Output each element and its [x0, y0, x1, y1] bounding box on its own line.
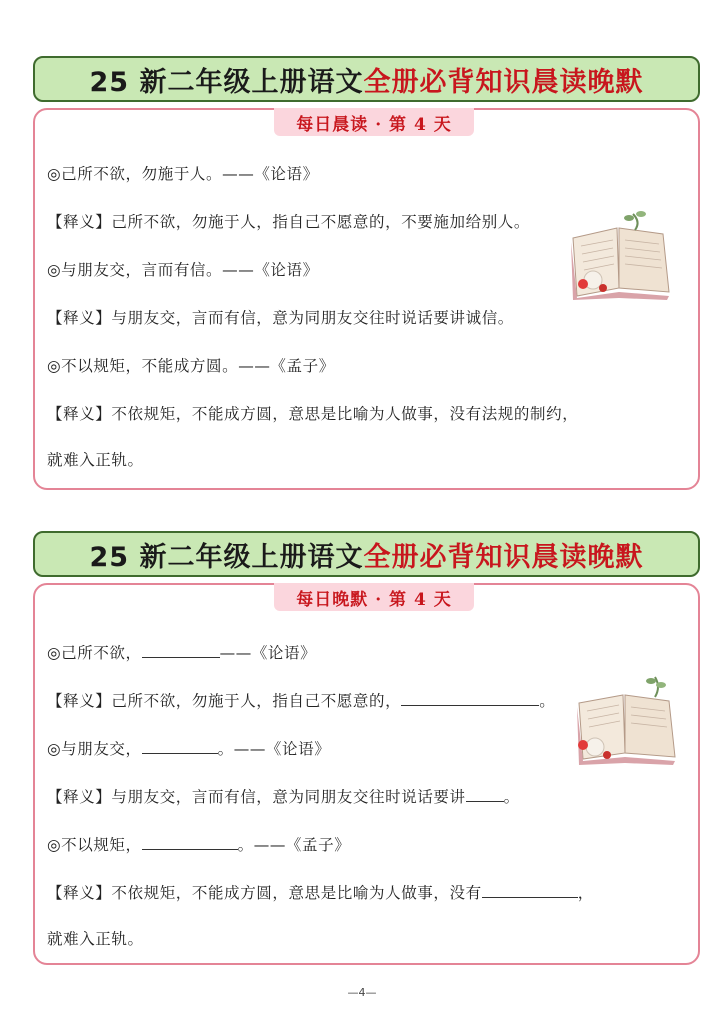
- top-line-2: 【释义】己所不欲，勿施于人，指自己不愿意的，不要施加给别人。: [47, 213, 531, 231]
- bottom-banner-title: 25 新二年级上册语文: [89, 541, 364, 573]
- bottom-line-4: [47, 785, 520, 807]
- open-book-illustration: [563, 208, 675, 300]
- bottom-line-6-start: 【释义】不依规矩，不能成方圆，意思是比喻为人做事，没有: [47, 884, 482, 902]
- top-banner-subtitle: 全册必背知识晨读晚默: [363, 66, 644, 98]
- fill-blank-2[interactable]: [401, 691, 539, 706]
- fill-blank-3[interactable]: [142, 739, 218, 754]
- top-line-1: ◎己所不欲，勿施于人。——《论语》: [47, 165, 319, 183]
- bottom-line-7: 就难入正轨。: [47, 930, 144, 948]
- bottom-line-1-end: ——《论语》: [219, 644, 317, 662]
- top-banner-title: 25 新二年级上册语文: [89, 66, 364, 98]
- top-card: [33, 108, 700, 490]
- bottom-banner-subtitle: 全册必背知识晨读晚默: [363, 541, 644, 573]
- fill-blank-6[interactable]: [482, 883, 578, 898]
- top-line-6: 【释义】不依规矩，不能成方圆，意思是比喻为人做事，没有法规的制约，: [47, 405, 579, 423]
- bottom-line-5-start: ◎不以规矩，: [47, 836, 142, 854]
- top-line-4: 【释义】与朋友交，言而有信，意为同朋友交往时说话要讲诚信。: [47, 309, 514, 327]
- top-line-3: ◎与朋友交，言而有信。——《论语》: [47, 261, 319, 279]
- bottom-line-4-start: 【释义】与朋友交，言而有信，意为同朋友交往时说话要讲: [47, 788, 466, 806]
- top-day-label: 每日晨读 · 第 4 天: [274, 108, 474, 136]
- page-number: —4—: [347, 986, 377, 999]
- bottom-line-1-start: ◎己所不欲，: [47, 644, 142, 662]
- bottom-line-2-end: 。: [539, 692, 556, 710]
- fill-blank-1[interactable]: [142, 643, 220, 658]
- top-line-7: 就难入正轨。: [47, 451, 144, 469]
- bottom-banner: [33, 531, 700, 577]
- bottom-line-4-end: 。: [503, 788, 520, 806]
- bottom-line-3: [47, 737, 330, 759]
- bottom-line-5: [47, 833, 350, 855]
- bottom-line-2-start: 【释义】己所不欲，勿施于人，指自己不愿意的，: [47, 692, 402, 710]
- bottom-line-5-end: 。——《孟子》: [237, 836, 351, 854]
- bottom-line-6-end: ，: [577, 884, 594, 902]
- open-book-illustration-2: [569, 673, 681, 765]
- bottom-line-6: [47, 881, 594, 903]
- top-line-5: ◎不以规矩，不能成方圆。——《孟子》: [47, 357, 335, 375]
- bottom-day-label: 每日晚默 · 第 4 天: [274, 583, 474, 611]
- fill-blank-5[interactable]: [142, 835, 238, 850]
- bottom-line-2: [47, 689, 555, 711]
- bottom-line-3-end: 。——《论语》: [217, 740, 331, 758]
- top-banner: [33, 56, 700, 102]
- bottom-line-1: [47, 641, 316, 663]
- bottom-line-3-start: ◎与朋友交，: [47, 740, 142, 758]
- fill-blank-4[interactable]: [466, 787, 504, 802]
- bottom-card: [33, 583, 700, 965]
